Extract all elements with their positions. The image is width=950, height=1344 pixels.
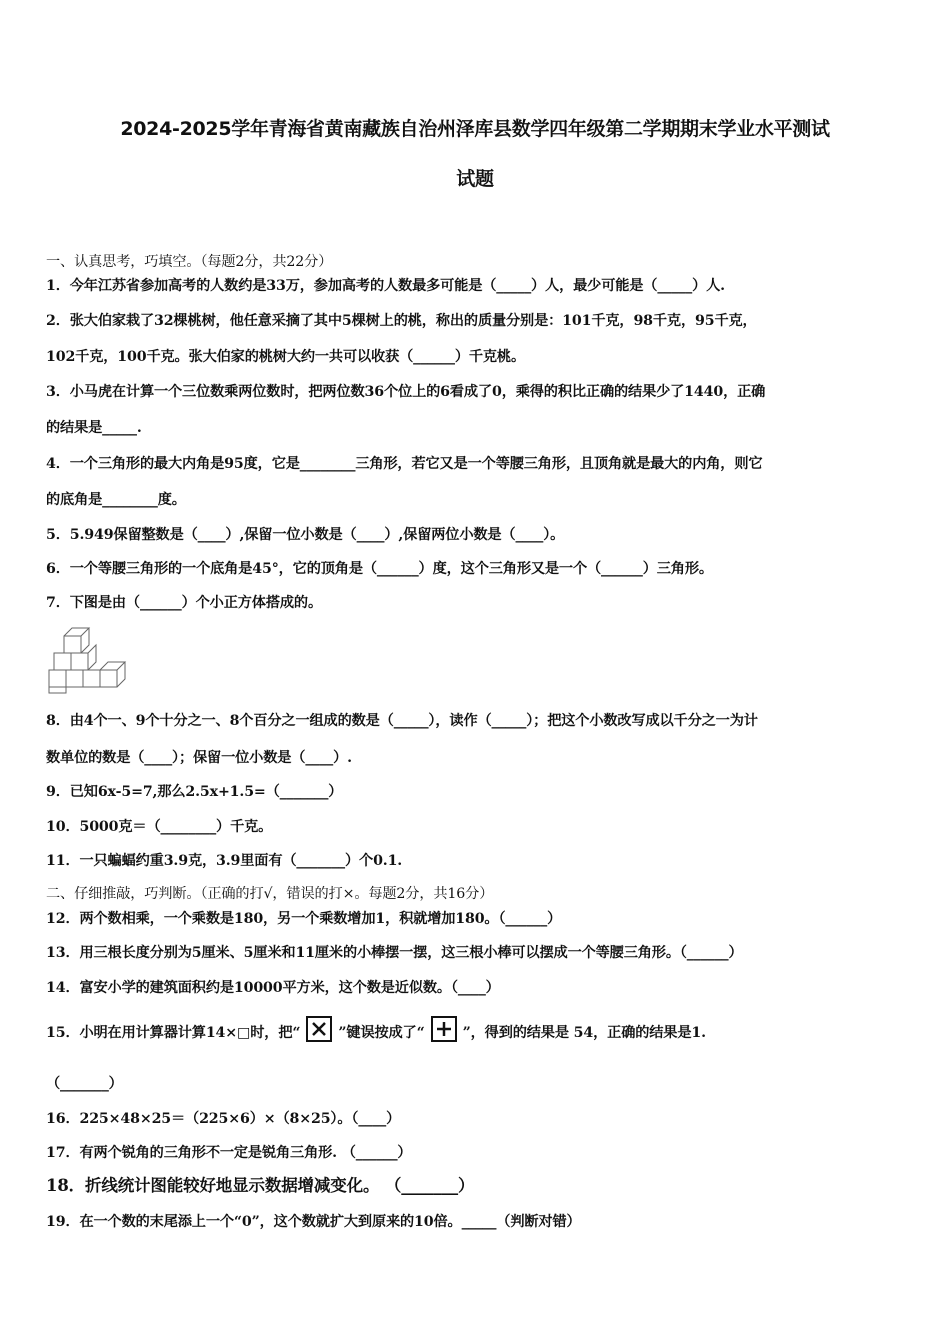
question-1: 1．今年江苏省参加高考的人数约是33万，参加高考的人数最多可能是（_____）人，最少可能是（_____）人. [46, 278, 725, 294]
question-16: 16．225×48×25＝（225×6）×（8×25）。（____） [46, 1111, 401, 1127]
question-15-text-start: 15．小明在用计算器计算14×□时，把“ [46, 1025, 301, 1041]
question-15-answer-blank: （_______） [46, 1076, 123, 1092]
question-6: 6．一个等腰三角形的一个底角是45°，它的顶角是（______）度，这个三角形又是一个（______）三角形。 [46, 561, 713, 577]
page-title-continued: 试题 [456, 168, 494, 190]
section-1-heading: 一、认真思考，巧填空。（每题2分，共22分） [46, 254, 333, 270]
question-12: 12．两个数相乘，一个乘数是180，另一个乘数增加1，积就增加180。（______） [46, 911, 562, 927]
question-13: 13．用三根长度分别为5厘米、5厘米和11厘米的小棒摆一摆，这三根小棒可以摆成一个等腰三角形。（______） [46, 945, 743, 961]
question-3-line-2: 的结果是_____. [46, 420, 142, 436]
question-11: 11．一只蝙蝠约重3.9克，3.9里面有（_______）个0.1. [46, 853, 403, 869]
plus-key-icon [431, 1016, 457, 1042]
question-2-line-2: 102千克，100千克。张大伯家的桃树大约一共可以收获（______）千克桃。 [46, 349, 526, 365]
multiply-key-icon [306, 1016, 332, 1042]
question-19: 19．在一个数的末尾添上一个“0”，这个数就扩大到原来的10倍。_____（判断对错） [46, 1214, 581, 1230]
question-14: 14．富安小学的建筑面积约是10000平方米，这个数是近似数。（____） [46, 980, 500, 996]
question-17: 17．有两个锐角的三角形不一定是锐角三角形. （______） [46, 1145, 412, 1161]
question-4-line-2: 的底角是________度。 [46, 492, 186, 508]
question-18: 18．折线统计图能较好地显示数据增减变化。 （_______） [46, 1176, 475, 1195]
question-10: 10．5000克＝（________）千克。 [46, 819, 273, 835]
question-15-text-middle: ”键误按成了“ [338, 1025, 425, 1041]
question-2-line-1: 2．张大伯家栽了32棵桃树，他任意采摘了其中5棵树上的桃，称出的质量分别是：101千克，98千克，95千克， [46, 313, 757, 329]
question-9: 9．已知6x-5=7,那么2.5x+1.5=（_______） [46, 784, 343, 800]
question-15-text-end: ”，得到的结果是 54，正确的结果是1. [462, 1025, 706, 1041]
question-4-line-1: 4．一个三角形的最大内角是95度，它是________三角形，若它又是一个等腰三角形，且顶角就是最大的内角，则它 [46, 456, 763, 472]
question-7: 7．下图是由（______）个小正方体搭成的。 [46, 595, 322, 611]
question-3-line-1: 3．小马虎在计算一个三位数乘两位数时，把两位数36个位上的6看成了0，乘得的积比正确的结果少了1440，正确 [46, 384, 766, 400]
page-title: 2024-2025学年青海省黄南藏族自治州泽库县数学四年级第二学期期末学业水平测试 [120, 118, 830, 140]
question-5: 5．5.949保留整数是（____）,保留一位小数是（____）,保留两位小数是（____）。 [46, 527, 565, 543]
cube-stack-figure [46, 626, 130, 696]
question-8-line-1: 8．由4个一、9个十分之一、8个百分之一组成的数是（_____），读作（_____）；把这个小数改写成以千分之一为计 [46, 713, 758, 729]
section-2-heading: 二、仔细推敲，巧判断。（正确的打√，错误的打×。每题2分，共16分） [46, 886, 494, 902]
question-8-line-2: 数单位的数是（____）；保留一位小数是（____）. [46, 750, 352, 766]
question-15 [46, 1020, 916, 1046]
